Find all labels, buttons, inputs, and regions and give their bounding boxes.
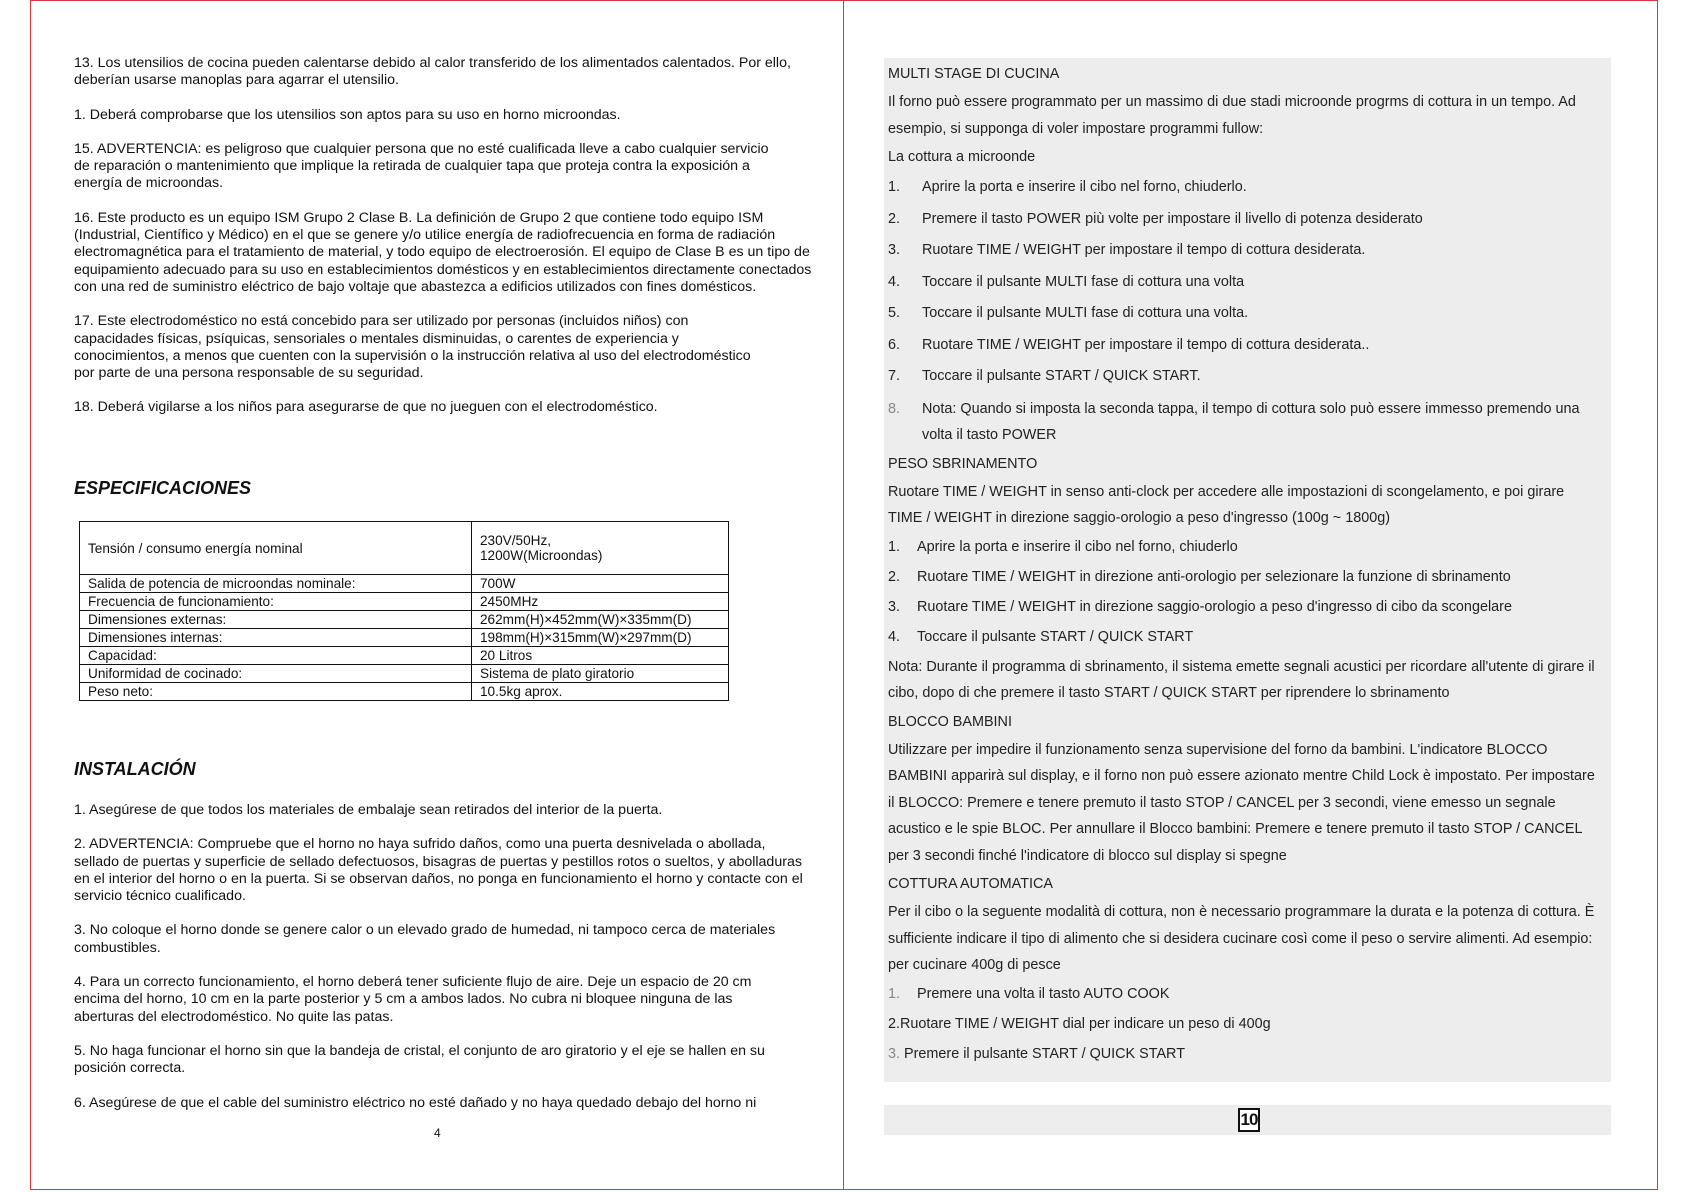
left-page xyxy=(30,0,845,1190)
table-row xyxy=(80,665,729,683)
spec-key: Tensión / consumo energía nominal xyxy=(80,522,472,575)
list-number: 5. xyxy=(888,305,901,321)
list-item xyxy=(888,172,1614,204)
para-17: 17. Este electrodoméstico no está concebido para ser utilizado por personas (incluidos niños) con capacidades físicas, psíquicas, sensoriales o mentales disminuidas, o carentes de experiencia y conocimientos, a menos que cuenten con la supervisión o la instrucción relativa al uso del electrodoméstico por parte de una persona responsable de su seguridad. xyxy=(74,313,751,382)
multi-intro-line: esempio, si supponga di voler impostare programmi fullow: xyxy=(888,120,1264,137)
blocco-line: acustico e le spie BLOC. Per annullare il Blocco bambini: Premere e tenere premuto il tasto STOP / CANCEL xyxy=(888,821,1583,837)
spec-title: ESPECIFICACIONES xyxy=(74,478,252,498)
list-number: 8. xyxy=(888,400,901,417)
table-row xyxy=(80,522,729,575)
list-text: Premere il pulsante START / QUICK START xyxy=(904,1045,1185,1062)
spec-table xyxy=(79,521,729,701)
list-text: Ruotare TIME / WEIGHT in direzione anti-orologio per selezionare la funzione di sbrinamento xyxy=(917,568,1511,585)
list-text: Premere il tasto POWER più volte per impostare il livello di potenza desiderato xyxy=(922,210,1423,227)
spec-key: Frecuencia de funcionamiento: xyxy=(80,593,472,611)
section-title-peso: PESO SBRINAMENTO xyxy=(888,455,1038,472)
auto-line: sufficiente indicare il tipo di alimento che si desidera cucinare così come il peso o servire alimenti. Ad esempio: xyxy=(888,930,1593,947)
section-title-auto: COTTURA AUTOMATICA xyxy=(888,876,1053,892)
list-number: 7. xyxy=(888,368,901,384)
left-text-block-2 xyxy=(74,802,844,1112)
list-text xyxy=(922,396,1614,449)
list-item xyxy=(888,298,1614,330)
list-text: Toccare il pulsante MULTI fase di cottura una volta xyxy=(922,273,1245,290)
peso-note-line: Nota: Durante il programma di sbrinamento, il sistema emette segnali acustici per ricordare all'utente di girare il xyxy=(888,658,1595,675)
right-page xyxy=(843,0,1658,1190)
list-number: 1. xyxy=(888,179,901,195)
spec-value xyxy=(472,522,729,575)
spec-value: 262mm(H)×452mm(W)×335mm(D) xyxy=(472,611,729,629)
blocco-line: Utilizzare per impedire il funzionamento senza supervisione del forno da bambini. L'indicatore BLOCCO xyxy=(888,741,1548,758)
list-item xyxy=(888,592,1614,622)
list-item xyxy=(888,532,1614,562)
multi-intro-line: Il forno può essere programmato per un massimo di due stadi microonde progrms di cottura in un tempo. Ad xyxy=(888,94,1576,110)
list-text: Toccare il pulsante MULTI fase di cottura una volta. xyxy=(922,305,1249,321)
install-6: 6. Asegúrese de que el cable del suministro eléctrico no esté dañado y no haya quedado debajo del horno ni xyxy=(74,1094,757,1111)
para-13: 13. Los utensilios de cocina pueden calentarse debido al calor transferido de los alimentados calentados. Por ello, deberían usarse manoplas para agarrar el utensilio. xyxy=(74,55,791,89)
list-item xyxy=(888,622,1614,652)
table-row xyxy=(80,611,729,629)
list-number: 2. xyxy=(888,210,901,227)
list-text: Toccare il pulsante START / QUICK START. xyxy=(922,368,1201,384)
para-1: 1. Deberá comprobarse que los utensilios son aptos para su uso en horno microondas. xyxy=(74,106,621,123)
para-16: 16. Este producto es un equipo ISM Grupo 2 Clase B. La definición de Grupo 2 que contiene todo equipo ISM (Industrial, Científico y Médico) en el que se genere y/o utilice energía de radiofrecuencia en forma de radiación electromagnética para el tratamiento de material, y todo equipo de electroerosión. El equipo de Clase B es un tipo de equipamiento adecuado para su uso en establecimientos domésticos y en establecimientos directamente conectados con una red de suministro eléctrico de bajo voltaje que abastezca a edificios utilizados con fines domésticos. xyxy=(74,209,812,295)
section-title-blocco: BLOCCO BAMBINI xyxy=(888,713,1012,730)
spec-value-line: 230V/50Hz, xyxy=(480,533,552,548)
spec-value: 198mm(H)×315mm(W)×297mm(D) xyxy=(472,629,729,647)
list-item xyxy=(888,1039,1614,1069)
peso-note-line: cibo, dopo di che premere il tasto START / QUICK START per riprendere lo sbrinamento xyxy=(888,685,1450,701)
note-line: Nota: Quando si imposta la seconda tappa, il tempo di cottura solo può essere immesso premendo una xyxy=(922,400,1580,417)
install-2: 2. ADVERTENCIA: Compruebe que el horno no haya sufrido daños, como una puerta desnivelada o abollada, sellado de puertas y superficie de sellado defectuosos, bisagras de puertas y pestillos rotos o sueltos, y abolladuras en el interior del horno o en la puerta. Si se observan daños, no ponga en funcionamiento el horno y contacte con el servicio técnico cualificado. xyxy=(74,836,803,905)
auto-line: per cucinare 400g di pesce xyxy=(888,957,1061,973)
page-number: 10 xyxy=(1238,1108,1260,1132)
list-number: 4. xyxy=(888,628,901,645)
install-1: 1. Asegúrese de que todos los materiales de embalaje sean retirados del interior de la puerta. xyxy=(74,802,663,818)
blocco-line: il BLOCCO: Premere e tenere premuto il tasto STOP / CANCEL per 3 secondi, viene emesso un segnale xyxy=(888,794,1556,811)
list-number: 1. xyxy=(888,538,901,555)
table-row xyxy=(80,593,729,611)
footer-bar xyxy=(884,1105,1611,1135)
spec-value: 10.5kg aprox. xyxy=(472,683,729,701)
spec-value: 2450MHz xyxy=(472,593,729,611)
list-item xyxy=(888,393,1614,449)
list-item xyxy=(888,330,1614,362)
blocco-line: BAMBINI apparirà sul display, e il forno non può essere azionato mentre Child Lock è impostato. Per impostare xyxy=(888,768,1595,784)
list-number: 4. xyxy=(888,273,901,290)
list-item xyxy=(888,562,1614,592)
blocco-line: per 3 secondi finché l'indicatore di blocco sul display si spegne xyxy=(888,847,1287,864)
install-title: INSTALACIÓN xyxy=(74,759,196,779)
list-number: 3. xyxy=(888,598,901,615)
spec-key: Dimensiones internas: xyxy=(80,629,472,647)
list-text: Aprire la porta e inserire il cibo nel forno, chiuderlo xyxy=(917,538,1238,555)
section-title-multi: MULTI STAGE DI CUCINA xyxy=(888,66,1060,82)
spec-key: Capacidad: xyxy=(80,647,472,665)
multi-subtitle: La cottura a microonde xyxy=(888,149,1036,165)
list-item xyxy=(888,204,1614,236)
peso-intro-line: TIME / WEIGHT in direzione saggio-orologio a peso d'ingresso (100g ~ 1800g) xyxy=(888,510,1391,526)
install-4: 4. Para un correcto funcionamiento, el horno deberá tener suficiente flujo de aire. Deje un espacio de 20 cm encima del horno, 10 cm en la parte posterior y 5 cm a ambos lados. No cubra ni bloquee ninguna de las aberturas del electrodoméstico. No quite las patas. xyxy=(74,974,752,1025)
para-15: 15. ADVERTENCIA: es peligroso que cualquier persona que no esté cualificada lleve a cabo cualquier servicio de reparación o mantenimiento que implique la retirada de cualquier tapa que proteja contra la exposición a energía de microondas. xyxy=(74,140,769,192)
spec-value: 700W xyxy=(472,575,729,593)
list-text: Toccare il pulsante START / QUICK START xyxy=(917,628,1194,645)
table-row xyxy=(80,683,729,701)
left-text-block-1 xyxy=(74,55,844,417)
auto-line: Per il cibo o la seguente modalità di cottura, non è necessario programmare la durata e la potenza di cottura. È xyxy=(888,904,1595,920)
spec-key: Salida de potencia de microondas nominale: xyxy=(80,575,472,593)
list-number: 6. xyxy=(888,336,901,353)
list-item xyxy=(888,361,1614,393)
install-3: 3. No coloque el horno donde se genere calor o un elevado grado de humedad, ni tampoco cerca de materiales combustibles. xyxy=(74,922,776,956)
spec-key: Peso neto: xyxy=(80,683,472,701)
spec-key: Dimensiones externas: xyxy=(80,611,472,629)
list-number: 3. xyxy=(888,1045,901,1062)
spec-value-line: 1200W(Microondas) xyxy=(480,548,603,563)
list-text: Premere una volta il tasto AUTO COOK xyxy=(917,985,1170,1002)
spec-value: 20 Litros xyxy=(472,647,729,665)
list-item xyxy=(888,235,1614,267)
list-text: Ruotare TIME / WEIGHT in direzione saggio-orologio a peso d'ingresso di cibo da scongelare xyxy=(917,598,1512,615)
table-row xyxy=(80,647,729,665)
auto-step-2: 2.Ruotare TIME / WEIGHT dial per indicare un peso di 400g xyxy=(888,1015,1271,1032)
list-item xyxy=(888,979,1614,1009)
list-number: 1. xyxy=(888,985,901,1002)
spec-key: Uniformidad de cocinado: xyxy=(80,665,472,683)
list-text: Ruotare TIME / WEIGHT per impostare il tempo di cottura desiderata. xyxy=(922,242,1366,258)
table-row xyxy=(80,575,729,593)
para-18: 18. Deberá vigilarse a los niños para asegurarse de que no jueguen con el electrodoméstico. xyxy=(74,399,658,416)
list-number: 2. xyxy=(888,568,901,585)
right-text-block xyxy=(888,59,1614,1069)
install-5: 5. No haga funcionar el horno sin que la bandeja de cristal, el conjunto de aro giratorio y el eje se hallen en su posición correcta. xyxy=(74,1042,765,1077)
list-text: Aprire la porta e inserire il cibo nel forno, chiuderlo. xyxy=(922,179,1247,195)
spec-value: Sistema de plato giratorio xyxy=(472,665,729,683)
note-line: volta il tasto POWER xyxy=(922,427,1057,443)
list-number: 3. xyxy=(888,242,901,258)
page-number: 4 xyxy=(434,1126,441,1140)
peso-intro-line: Ruotare TIME / WEIGHT in senso anti-clock per accedere alle impostazioni di scongelamento, e poi girare xyxy=(888,483,1565,500)
table-row xyxy=(80,629,729,647)
list-item xyxy=(888,267,1614,299)
list-text: Ruotare TIME / WEIGHT per impostare il tempo di cottura desiderata.. xyxy=(922,336,1370,353)
